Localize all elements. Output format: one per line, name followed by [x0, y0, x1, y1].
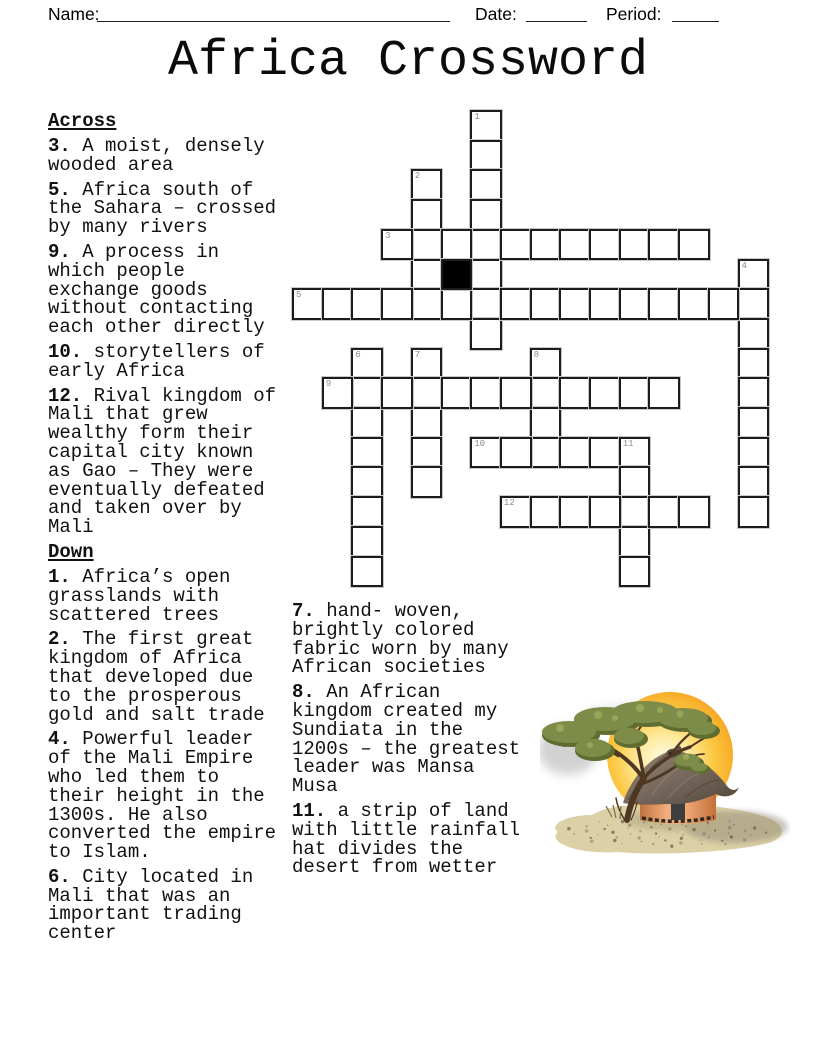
clue-down-8: 8. An African kingdom created my Sundiata in the 1200s – the greatest leader was Mansa Musa: [292, 681, 521, 798]
grid-cell-2-11: [351, 437, 383, 469]
grid-cell-3-6: [381, 288, 413, 320]
cell-number-8: 8: [533, 349, 539, 360]
clues-column-right: [292, 602, 529, 883]
grid-cell-15-10: [738, 407, 770, 439]
grid-cell-8-9: [530, 377, 562, 409]
grid-cell-12-9: [648, 377, 680, 409]
grid-cell-6-9: [470, 377, 502, 409]
grid-cell-5-9: [441, 377, 473, 409]
period-blank-line: [672, 21, 719, 22]
grid-cell-11-6: [619, 288, 651, 320]
grid-cell-4-2: [411, 169, 443, 201]
clue-across-3: 3. A moist, densely wooded area: [48, 135, 265, 176]
grid-cell-6-0: [470, 110, 502, 142]
grid-cell-4-9: [411, 377, 443, 409]
grid-cell-1-9: [322, 377, 354, 409]
grid-cell-15-6: [738, 288, 770, 320]
grid-cell-4-3: [411, 199, 443, 231]
grid-cell-6-11: [470, 437, 502, 469]
grid-cell-8-11: [530, 437, 562, 469]
grid-cell-4-4: [411, 229, 443, 261]
black-cell: [441, 259, 473, 291]
grid-cell-14-6: [708, 288, 740, 320]
clue-across-10: 10. storytellers of early Africa: [48, 340, 265, 382]
clue-across-9: 9. A process in which people exchange goods without contacting each other directly: [48, 240, 265, 339]
grid-cell-2-10: [351, 407, 383, 439]
grid-cell-7-6: [500, 288, 532, 320]
grid-cell-9-6: [559, 288, 591, 320]
name-label: Name:: [48, 4, 100, 24]
grid-cell-10-13: [589, 496, 621, 528]
grid-cell-13-6: [678, 288, 710, 320]
grid-cell-4-11: [411, 437, 443, 469]
grid-cell-11-11: [619, 437, 651, 469]
grid-cell-4-12: [411, 466, 443, 498]
clue-across-12: 12. Rival kingdom of Mali that grew wealthy form their capital city known as Gao – They were eventually defeated and taken over by Mali: [48, 384, 277, 539]
cell-number-5: 5: [296, 290, 302, 301]
grid-cell-15-12: [738, 466, 770, 498]
grid-cell-13-4: [678, 229, 710, 261]
cell-number-2: 2: [414, 171, 421, 182]
grid-cell-4-6: [411, 288, 443, 320]
grid-cell-2-15: [351, 556, 383, 588]
grid-cell-7-13: [500, 496, 532, 528]
clue-down-1: 1. Africa’s open grasslands with scattered trees: [48, 565, 231, 626]
grid-cell-5-6: [441, 288, 473, 320]
grid-cell-6-4: [470, 229, 502, 261]
across-heading: Across: [48, 110, 117, 132]
grid-cell-12-6: [648, 288, 680, 320]
grid-cell-8-13: [530, 496, 562, 528]
cell-number-1: 1: [474, 112, 480, 122]
grid-cell-6-6: [470, 288, 502, 320]
grid-cell-10-4: [589, 229, 621, 261]
grid-cell-15-7: [738, 318, 770, 350]
grid-cell-6-3: [470, 199, 502, 231]
date-blank-line: [526, 21, 587, 22]
clue-down-11: 11. a strip of land with little rainfall hat divides the desert from wetter: [292, 799, 521, 879]
grid-cell-12-13: [648, 496, 680, 528]
name-blank-line: [97, 21, 450, 22]
clue-down-2: 2. The first great kingdom of Africa that developed due to the prosperous gold and salt trade: [48, 628, 265, 726]
clue-across-5: 5. Africa south of the Sahara – crossed by many rivers: [48, 178, 277, 239]
grid-cell-0-6: [292, 288, 324, 320]
grid-cell-8-4: [530, 229, 562, 261]
grid-cell-2-6: [351, 288, 383, 320]
cell-number-4: 4: [741, 260, 747, 271]
african-hut-illustration: [540, 686, 790, 862]
clue-down-6: 6. City located in Mali that was an important trading center: [48, 865, 254, 945]
grid-cell-11-12: [619, 466, 651, 498]
grid-cell-6-5: [470, 259, 502, 291]
grid-cell-7-11: [500, 437, 532, 469]
clue-down-7: 7. hand- woven, brightly colored fabric worn by many African societies: [292, 600, 509, 679]
down-heading: Down: [48, 540, 94, 563]
cell-number-7: 7: [414, 349, 421, 360]
grid-cell-1-6: [322, 288, 354, 320]
grid-cell-15-8: [738, 348, 770, 380]
grid-cell-6-1: [470, 140, 502, 172]
grid-cell-6-7: [470, 318, 502, 350]
cell-number-10: 10: [474, 438, 485, 449]
grid-cell-2-8: [351, 348, 383, 380]
date-label: Date:: [475, 4, 517, 24]
cell-number-3: 3: [385, 230, 391, 241]
grid-cell-3-9: [381, 377, 413, 409]
grid-cell-10-6: [589, 288, 621, 320]
grid-cell-11-4: [619, 229, 651, 261]
grid-cell-10-9: [589, 377, 621, 409]
grid-cell-4-5: [411, 259, 443, 291]
cell-number-6: 6: [355, 349, 361, 360]
grid-cell-2-12: [351, 466, 383, 498]
grid-cell-9-11: [559, 437, 591, 469]
grid-cell-13-13: [678, 496, 710, 528]
cell-number-9: 9: [325, 379, 332, 390]
grid-cell-8-10: [530, 407, 562, 439]
grid-cell-3-4: [381, 229, 413, 261]
grid-cell-2-14: [351, 526, 383, 558]
grid-cell-11-13: [619, 496, 651, 528]
grid-cell-4-8: [411, 348, 443, 380]
grid-cell-7-9: [500, 377, 532, 409]
grid-cell-5-4: [441, 229, 473, 261]
clues-column-left: [48, 112, 285, 949]
grid-cell-11-9: [619, 377, 651, 409]
grid-cell-11-15: [619, 556, 651, 588]
page-title: Africa Crossword: [167, 33, 649, 90]
grid-cell-12-4: [648, 229, 680, 261]
grid-cell-2-13: [351, 496, 383, 528]
grid-cell-9-4: [559, 229, 591, 261]
period-label: Period:: [606, 4, 662, 24]
cell-number-11: 11: [622, 438, 634, 449]
grid-cell-8-8: [530, 348, 562, 380]
grid-cell-10-11: [589, 437, 621, 469]
cell-number-12: 12: [503, 498, 515, 509]
grid-cell-7-4: [500, 229, 532, 261]
grid-cell-9-13: [559, 496, 591, 528]
grid-cell-2-9: [351, 377, 383, 409]
grid-cell-15-13: [738, 496, 770, 528]
grid-cell-8-6: [530, 288, 562, 320]
grid-cell-15-9: [738, 377, 770, 409]
grid-cell-4-10: [411, 407, 443, 439]
grid-cell-11-14: [619, 526, 651, 558]
grid-cell-6-2: [470, 169, 502, 201]
clue-down-4: 4. Powerful leader of the Mali Empire who led them to their height in the 1300s. He also converted the empire to Islam.: [48, 728, 277, 864]
grid-cell-9-9: [559, 377, 591, 409]
grid-cell-15-11: [738, 437, 770, 469]
grid-cell-15-5: [738, 259, 770, 291]
